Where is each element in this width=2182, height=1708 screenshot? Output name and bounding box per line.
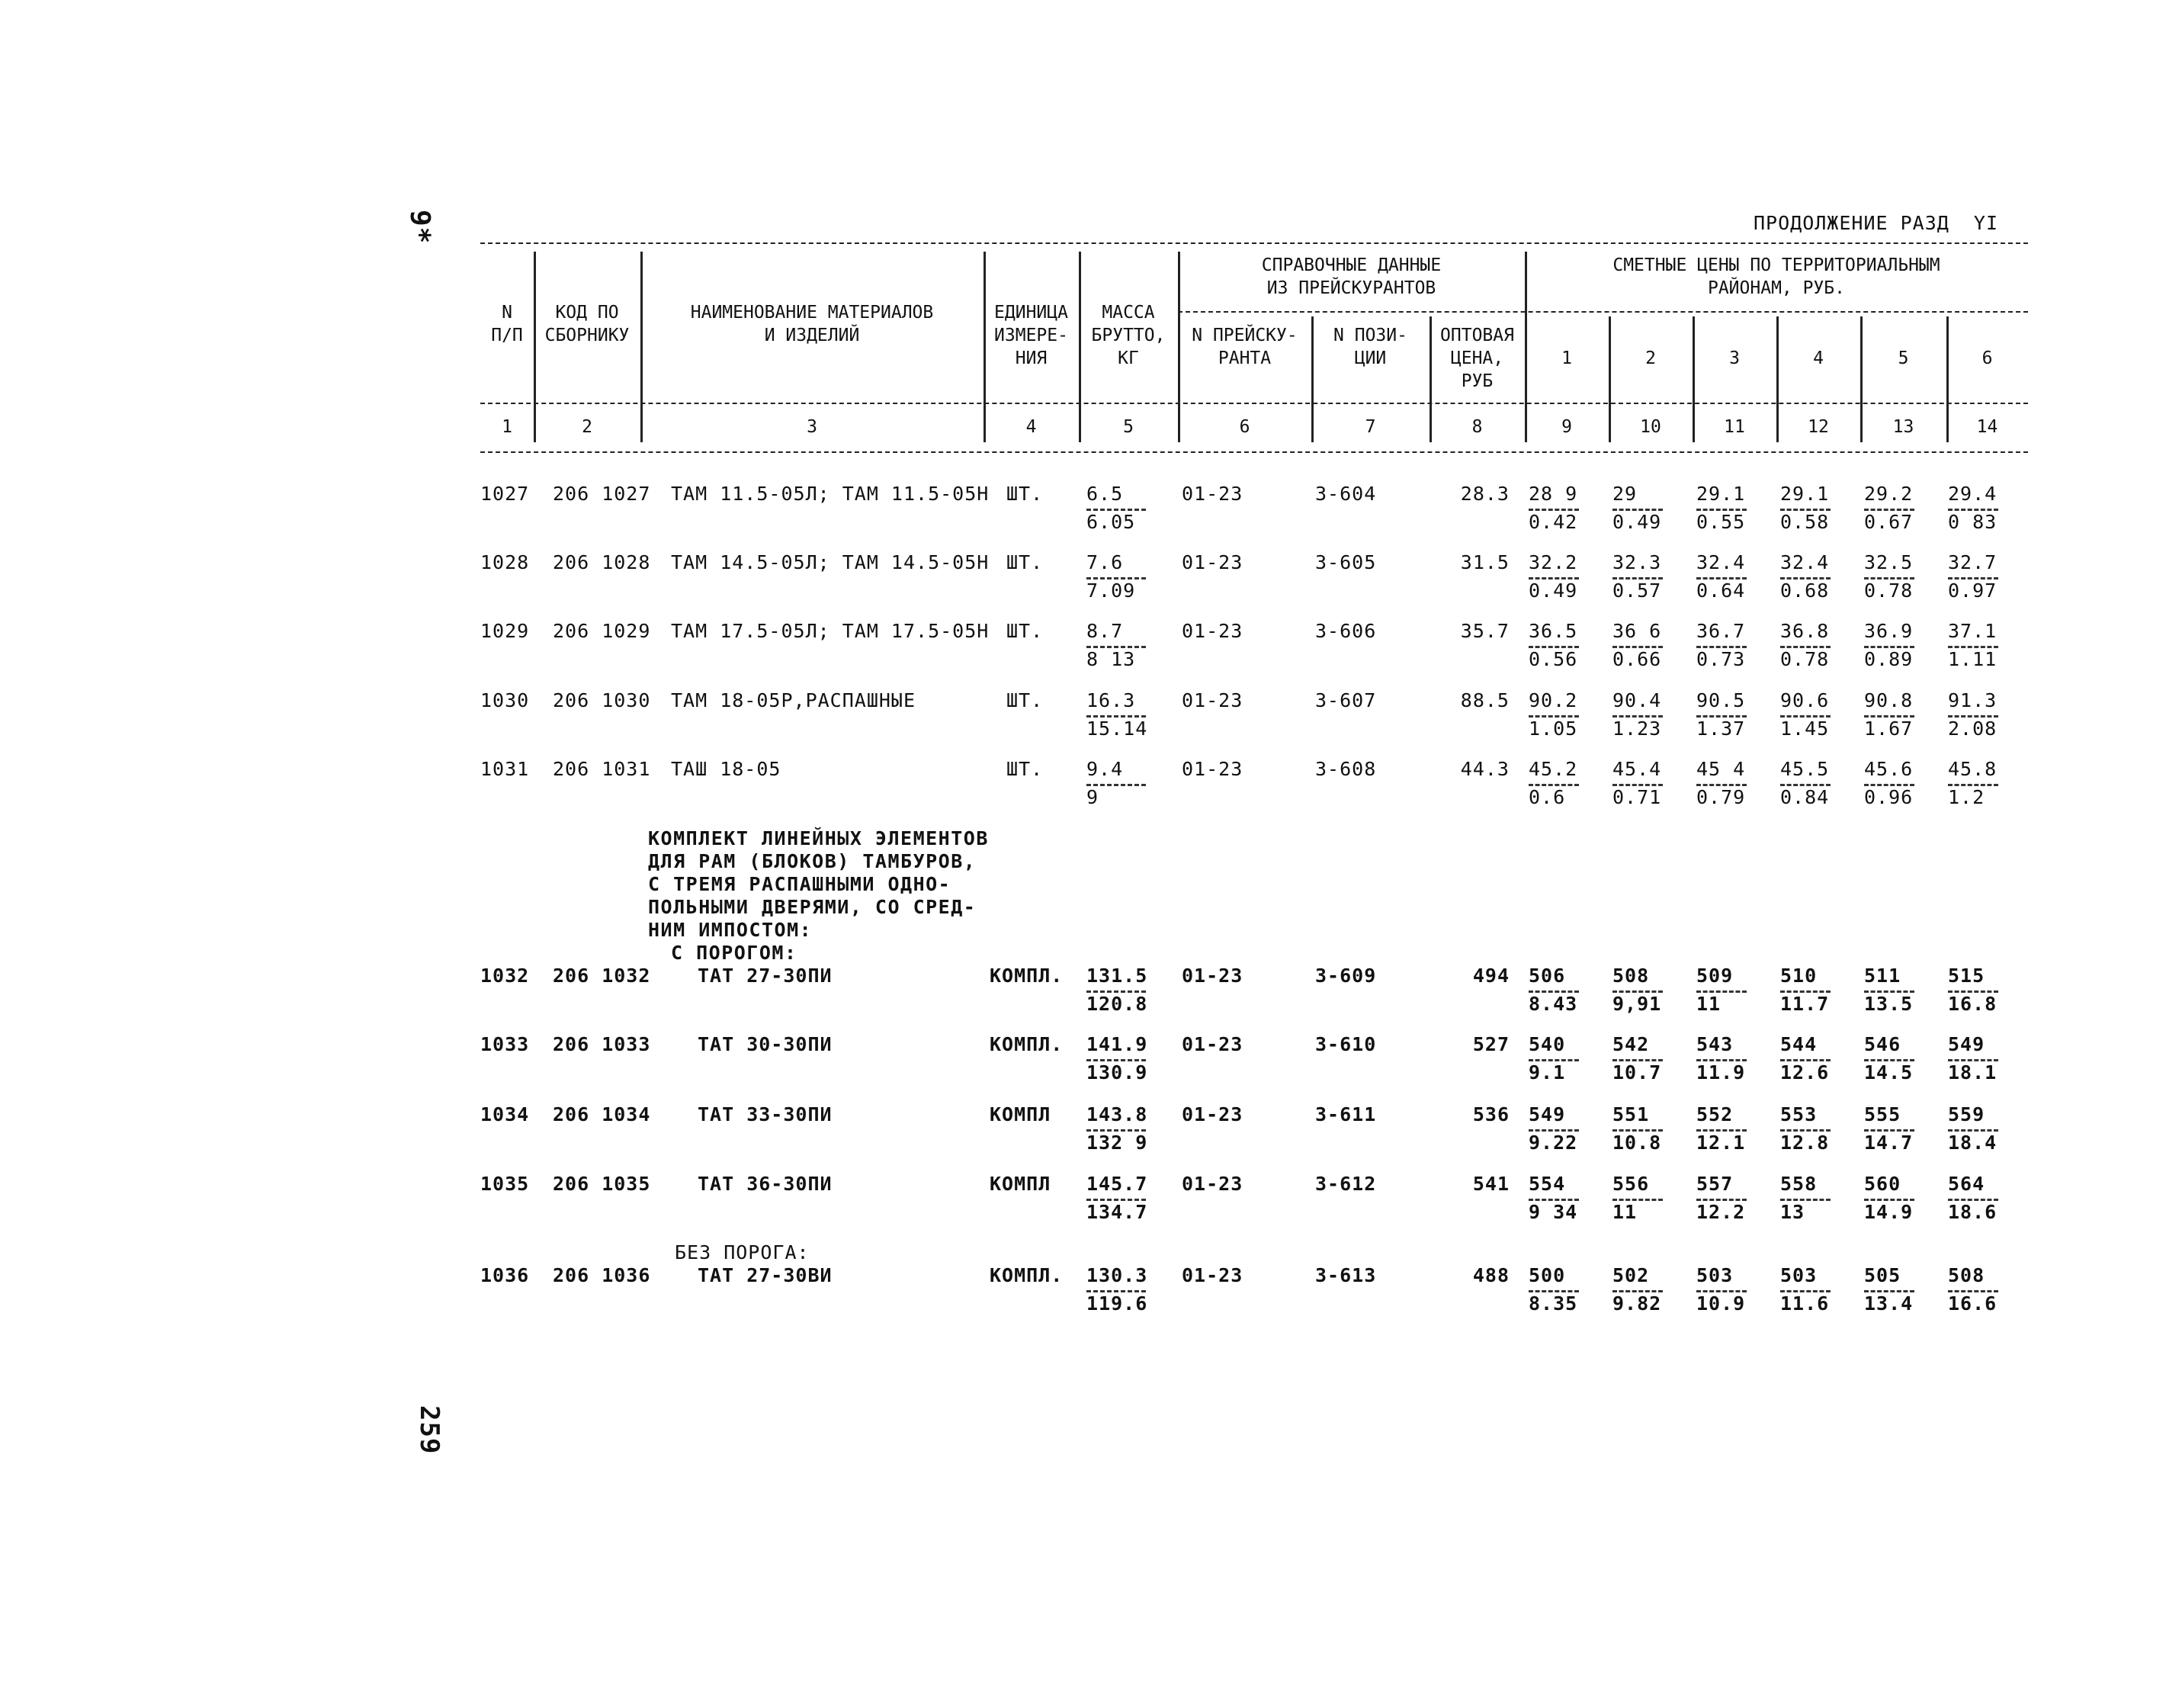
column-number: 14 xyxy=(1976,417,1998,437)
column-number: 2 xyxy=(582,417,592,437)
row-mass: 130.3 xyxy=(1086,1264,1148,1286)
row-region-price: 503 xyxy=(1696,1264,1734,1286)
ref-group-rule xyxy=(1178,311,2028,313)
row-region-price: 32.4 xyxy=(1696,551,1746,573)
row-region-transport: 0 83 xyxy=(1948,511,1997,533)
row-region-transport: 16.6 xyxy=(1948,1292,1997,1315)
row-region-price: 549 xyxy=(1948,1033,1985,1055)
row-mass-transport: 130.9 xyxy=(1086,1061,1148,1084)
row-mass: 143.8 xyxy=(1086,1103,1148,1125)
row-region-transport: 8.43 xyxy=(1529,993,1578,1015)
row-region-price: 508 xyxy=(1948,1264,1985,1286)
col-unit-header: ЕДИНИЦА ИЗМЕРЕ- НИЯ xyxy=(994,303,1068,368)
row-region-price: 36.9 xyxy=(1864,620,1914,642)
column-number: 6 xyxy=(1239,417,1250,437)
row-name: ТАТ 36-30ПИ xyxy=(698,1173,833,1195)
row-region-price: 45.5 xyxy=(1780,758,1830,780)
header-column-separator xyxy=(534,252,536,442)
row-wholesale-price: 527 xyxy=(1472,1033,1510,1055)
col-mass-header: МАССА БРУТТО, КГ xyxy=(1091,303,1166,368)
group-heading-line: НИМ ИМПОСТОМ: xyxy=(648,919,813,941)
row-region-transport: 18.6 xyxy=(1948,1201,1997,1223)
region-header: 1 xyxy=(1561,348,1572,368)
row-region-price: 509 xyxy=(1696,965,1734,987)
row-wholesale-price: 541 xyxy=(1472,1173,1510,1195)
row-name: ТАТ 33-30ПИ xyxy=(698,1103,833,1125)
row-position: 3-609 xyxy=(1315,965,1377,987)
row-name: ТАМ 11.5-05Л; ТАМ 11.5-05Н xyxy=(671,483,990,505)
row-unit: КОМПЛ xyxy=(990,1103,1051,1125)
row-name: ТАШ 18-05 xyxy=(671,758,781,780)
row-region-price: 506 xyxy=(1529,965,1566,987)
row-region-price: 36 6 xyxy=(1612,620,1662,642)
group-heading-line: ДЛЯ РАМ (БЛОКОВ) ТАМБУРОВ, xyxy=(648,850,977,872)
row-region-transport: 0.56 xyxy=(1529,648,1578,670)
est-group-header: СМЕТНЫЕ ЦЕНЫ ПО ТЕРРИТОРИАЛЬНЫМ РАЙОНАМ, РУБ. xyxy=(1612,255,1940,298)
col-name-header: НАИМЕНОВАНИЕ МАТЕРИАЛОВ И ИЗДЕЛИЙ xyxy=(690,303,934,345)
row-region-transport: 0.96 xyxy=(1864,786,1914,808)
column-number: 8 xyxy=(1471,417,1483,437)
row-number: 1032 xyxy=(480,965,530,987)
row-region-price: 29.1 xyxy=(1696,483,1746,505)
row-position: 3-605 xyxy=(1315,551,1377,573)
col-n-header: N П/П xyxy=(491,303,523,345)
row-wholesale-price: 494 xyxy=(1472,965,1510,987)
row-unit: КОМПЛ. xyxy=(990,1264,1064,1286)
row-region-transport: 1.37 xyxy=(1696,718,1746,740)
row-region-price: 32.7 xyxy=(1948,551,1997,573)
row-mass: 141.9 xyxy=(1086,1033,1148,1055)
row-mass-transport: 15.14 xyxy=(1086,718,1148,740)
row-region-transport: 2.08 xyxy=(1948,718,1997,740)
row-region-transport: 0.79 xyxy=(1696,786,1746,808)
row-pricelist: 01-23 xyxy=(1182,689,1243,711)
column-number: 11 xyxy=(1724,417,1745,437)
row-region-price: 510 xyxy=(1780,965,1818,987)
column-number: 7 xyxy=(1365,417,1376,437)
row-region-price: 90.6 xyxy=(1780,689,1830,711)
row-code: 206 1032 xyxy=(553,965,651,987)
page-number: 259 xyxy=(414,1405,444,1455)
row-region-transport: 12.6 xyxy=(1780,1061,1830,1084)
row-region-price: 32.4 xyxy=(1780,551,1830,573)
row-region-transport: 11.6 xyxy=(1780,1292,1830,1315)
ref-group-header: СПРАВОЧНЫЕ ДАННЫЕ ИЗ ПРЕЙСКУРАНТОВ xyxy=(1261,255,1442,298)
row-region-price: 546 xyxy=(1864,1033,1901,1055)
row-region-transport: 8.35 xyxy=(1529,1292,1578,1315)
row-region-price: 45.2 xyxy=(1529,758,1578,780)
row-region-transport: 0.78 xyxy=(1780,648,1830,670)
row-region-price: 45.4 xyxy=(1612,758,1662,780)
column-number: 12 xyxy=(1808,417,1829,437)
row-unit: КОМПЛ xyxy=(990,1173,1051,1195)
row-region-transport: 18.1 xyxy=(1948,1061,1997,1084)
row-number: 1028 xyxy=(480,551,530,573)
corner-mark: 9* xyxy=(404,210,435,245)
row-wholesale-price: 35.7 xyxy=(1460,620,1510,642)
row-region-price: 553 xyxy=(1780,1103,1818,1125)
row-pricelist: 01-23 xyxy=(1182,1173,1243,1195)
row-region-price: 503 xyxy=(1780,1264,1818,1286)
row-region-transport: 10.9 xyxy=(1696,1292,1746,1315)
column-number: 13 xyxy=(1892,417,1914,437)
row-pricelist: 01-23 xyxy=(1182,758,1243,780)
row-region-price: 515 xyxy=(1948,965,1985,987)
row-region-price: 32.2 xyxy=(1529,551,1578,573)
subgroup-heading: БЕЗ ПОРОГА: xyxy=(675,1241,810,1263)
row-region-transport: 11 xyxy=(1612,1201,1638,1223)
row-region-transport: 0.49 xyxy=(1612,511,1662,533)
row-unit: ШТ. xyxy=(1006,551,1044,573)
row-region-price: 508 xyxy=(1612,965,1650,987)
row-region-transport: 12.1 xyxy=(1696,1132,1746,1154)
row-region-price: 29.4 xyxy=(1948,483,1997,505)
group-heading-line: С ПОРОГОМ: xyxy=(671,942,797,964)
row-region-transport: 1.67 xyxy=(1864,718,1914,740)
row-mass: 16.3 xyxy=(1086,689,1136,711)
row-region-transport: 1.23 xyxy=(1612,718,1662,740)
row-region-transport: 1.05 xyxy=(1529,718,1578,740)
continuation-heading: ПРОДОЛЖЕНИЕ РАЗД YI xyxy=(1754,212,1999,234)
row-name: ТАМ 18-05Р,РАСПАШНЫЕ xyxy=(671,689,916,711)
row-region-price: 90.5 xyxy=(1696,689,1746,711)
row-region-price: 542 xyxy=(1612,1033,1650,1055)
row-region-price: 29.2 xyxy=(1864,483,1914,505)
row-code: 206 1029 xyxy=(553,620,651,642)
header-column-separator xyxy=(640,252,643,442)
col-pricelist-header: N ПРЕЙСКУ- РАНТА xyxy=(1192,326,1298,368)
row-position: 3-611 xyxy=(1315,1103,1377,1125)
row-number: 1035 xyxy=(480,1173,530,1195)
row-region-transport: 9.22 xyxy=(1529,1132,1578,1154)
row-region-transport: 14.7 xyxy=(1864,1132,1914,1154)
row-mass-transport: 6.05 xyxy=(1086,511,1136,533)
row-region-transport: 1.11 xyxy=(1948,648,1997,670)
row-region-transport: 9 34 xyxy=(1529,1201,1578,1223)
row-region-transport: 14.5 xyxy=(1864,1061,1914,1084)
col-position-header: N ПОЗИ- ЦИИ xyxy=(1333,326,1407,368)
row-region-price: 45.6 xyxy=(1864,758,1914,780)
row-number: 1030 xyxy=(480,689,530,711)
row-region-price: 500 xyxy=(1529,1264,1566,1286)
row-name: ТАМ 14.5-05Л; ТАМ 14.5-05Н xyxy=(671,551,990,573)
row-code: 206 1031 xyxy=(553,758,651,780)
column-number: 4 xyxy=(1025,417,1037,437)
row-region-price: 32.5 xyxy=(1864,551,1914,573)
row-region-transport: 0.66 xyxy=(1612,648,1662,670)
row-region-price: 29.1 xyxy=(1780,483,1830,505)
row-mass: 7.6 xyxy=(1086,551,1124,573)
row-name: ТАТ 30-30ПИ xyxy=(698,1033,833,1055)
row-mass-transport: 120.8 xyxy=(1086,993,1148,1015)
row-region-price: 32.3 xyxy=(1612,551,1662,573)
row-pricelist: 01-23 xyxy=(1182,620,1243,642)
row-position: 3-610 xyxy=(1315,1033,1377,1055)
row-region-transport: 1.2 xyxy=(1948,786,1985,808)
row-name: ТАТ 27-30ПИ xyxy=(698,965,833,987)
row-region-price: 564 xyxy=(1948,1173,1985,1195)
region-header: 4 xyxy=(1813,348,1824,368)
row-region-transport: 0.57 xyxy=(1612,580,1662,602)
row-unit: ШТ. xyxy=(1006,689,1044,711)
row-code: 206 1028 xyxy=(553,551,651,573)
row-position: 3-608 xyxy=(1315,758,1377,780)
row-code: 206 1035 xyxy=(553,1173,651,1195)
row-region-price: 552 xyxy=(1696,1103,1734,1125)
row-region-transport: 0.6 xyxy=(1529,786,1566,808)
row-region-transport: 0.71 xyxy=(1612,786,1662,808)
row-wholesale-price: 28.3 xyxy=(1460,483,1510,505)
row-mass: 131.5 xyxy=(1086,965,1148,987)
row-region-transport: 0.68 xyxy=(1780,580,1830,602)
row-mass: 8.7 xyxy=(1086,620,1124,642)
column-number: 1 xyxy=(502,417,512,437)
row-region-price: 45.8 xyxy=(1948,758,1997,780)
row-region-transport: 16.8 xyxy=(1948,993,1997,1015)
row-wholesale-price: 44.3 xyxy=(1460,758,1510,780)
row-code: 206 1036 xyxy=(553,1264,651,1286)
region-header: 6 xyxy=(1981,348,1993,368)
row-wholesale-price: 88.5 xyxy=(1460,689,1510,711)
row-region-transport: 13.5 xyxy=(1864,993,1914,1015)
row-pricelist: 01-23 xyxy=(1182,965,1243,987)
col-code-header: КОД ПО СБОРНИКУ xyxy=(544,303,630,345)
row-name: ТАТ 27-30ВИ xyxy=(698,1264,833,1286)
row-region-transport: 0.89 xyxy=(1864,648,1914,670)
row-region-price: 36.5 xyxy=(1529,620,1578,642)
group-heading-line: КОМПЛЕКТ ЛИНЕЙНЫХ ЭЛЕМЕНТОВ xyxy=(648,827,989,849)
col-wholesale-header: ОПТОВАЯ ЦЕНА, РУБ xyxy=(1440,326,1514,391)
region-header: 2 xyxy=(1645,348,1656,368)
region-header: 5 xyxy=(1898,348,1909,368)
header-bottom-rule xyxy=(480,451,2028,453)
row-region-transport: 0.42 xyxy=(1529,511,1578,533)
row-region-transport: 0.55 xyxy=(1696,511,1746,533)
row-region-transport: 0.78 xyxy=(1864,580,1914,602)
row-region-price: 36.7 xyxy=(1696,620,1746,642)
row-region-transport: 18.4 xyxy=(1948,1132,1997,1154)
row-region-transport: 0.58 xyxy=(1780,511,1830,533)
row-unit: КОМПЛ. xyxy=(990,1033,1064,1055)
row-region-price: 45 4 xyxy=(1696,758,1746,780)
row-region-price: 505 xyxy=(1864,1264,1901,1286)
row-pricelist: 01-23 xyxy=(1182,483,1243,505)
row-region-price: 91.3 xyxy=(1948,689,1997,711)
row-wholesale-price: 488 xyxy=(1472,1264,1510,1286)
row-region-price: 29 xyxy=(1612,483,1638,505)
row-region-price: 36.8 xyxy=(1780,620,1830,642)
row-region-transport: 9,91 xyxy=(1612,993,1662,1015)
row-region-price: 544 xyxy=(1780,1033,1818,1055)
row-region-price: 28 9 xyxy=(1529,483,1578,505)
row-number: 1027 xyxy=(480,483,530,505)
row-wholesale-price: 31.5 xyxy=(1460,551,1510,573)
column-number: 5 xyxy=(1123,417,1134,437)
row-mass-transport: 9 xyxy=(1086,786,1099,808)
row-code: 206 1030 xyxy=(553,689,651,711)
row-position: 3-607 xyxy=(1315,689,1377,711)
row-mass: 6.5 xyxy=(1086,483,1124,505)
row-region-price: 511 xyxy=(1864,965,1901,987)
region-header: 3 xyxy=(1729,348,1740,368)
row-mass: 145.7 xyxy=(1086,1173,1148,1195)
row-mass: 9.4 xyxy=(1086,758,1124,780)
row-position: 3-606 xyxy=(1315,620,1377,642)
header-top-rule xyxy=(480,242,2028,244)
row-unit: ШТ. xyxy=(1006,620,1044,642)
row-mass-transport: 119.6 xyxy=(1086,1292,1148,1315)
header-mid-rule xyxy=(480,403,2028,404)
row-region-transport: 12.8 xyxy=(1780,1132,1830,1154)
row-unit: КОМПЛ. xyxy=(990,965,1064,987)
row-region-price: 37.1 xyxy=(1948,620,1997,642)
row-number: 1029 xyxy=(480,620,530,642)
row-code: 206 1033 xyxy=(553,1033,651,1055)
row-region-transport: 11.7 xyxy=(1780,993,1830,1015)
row-region-price: 543 xyxy=(1696,1033,1734,1055)
row-region-transport: 14.9 xyxy=(1864,1201,1914,1223)
row-region-transport: 1.45 xyxy=(1780,718,1830,740)
row-code: 206 1034 xyxy=(553,1103,651,1125)
group-heading-line: С ТРЕМЯ РАСПАШНЫМИ ОДНО- xyxy=(648,873,951,895)
row-region-price: 549 xyxy=(1529,1103,1566,1125)
column-number: 9 xyxy=(1561,417,1572,437)
row-wholesale-price: 536 xyxy=(1472,1103,1510,1125)
row-name: ТАМ 17.5-05Л; ТАМ 17.5-05Н xyxy=(671,620,990,642)
row-region-price: 502 xyxy=(1612,1264,1650,1286)
row-pricelist: 01-23 xyxy=(1182,1264,1243,1286)
row-region-transport: 0.67 xyxy=(1864,511,1914,533)
row-region-transport: 11.9 xyxy=(1696,1061,1746,1084)
row-region-transport: 13.4 xyxy=(1864,1292,1914,1315)
row-region-price: 558 xyxy=(1780,1173,1818,1195)
row-region-transport: 9.82 xyxy=(1612,1292,1662,1315)
row-mass-transport: 132 9 xyxy=(1086,1132,1148,1154)
row-region-price: 540 xyxy=(1529,1033,1566,1055)
row-region-transport: 0.64 xyxy=(1696,580,1746,602)
row-region-transport: 11 xyxy=(1696,993,1722,1015)
row-position: 3-613 xyxy=(1315,1264,1377,1286)
row-region-transport: 10.7 xyxy=(1612,1061,1662,1084)
row-region-price: 554 xyxy=(1529,1173,1566,1195)
row-region-price: 90.2 xyxy=(1529,689,1578,711)
row-number: 1033 xyxy=(480,1033,530,1055)
row-unit: ШТ. xyxy=(1006,483,1044,505)
row-unit: ШТ. xyxy=(1006,758,1044,780)
column-number: 10 xyxy=(1640,417,1661,437)
row-position: 3-612 xyxy=(1315,1173,1377,1195)
row-region-price: 557 xyxy=(1696,1173,1734,1195)
row-region-transport: 0.84 xyxy=(1780,786,1830,808)
row-region-transport: 12.2 xyxy=(1696,1201,1746,1223)
row-code: 206 1027 xyxy=(553,483,651,505)
row-region-price: 90.8 xyxy=(1864,689,1914,711)
row-pricelist: 01-23 xyxy=(1182,1033,1243,1055)
row-region-price: 559 xyxy=(1948,1103,1985,1125)
row-region-transport: 0.97 xyxy=(1948,580,1997,602)
row-number: 1034 xyxy=(480,1103,530,1125)
row-pricelist: 01-23 xyxy=(1182,1103,1243,1125)
group-heading-line: ПОЛЬНЫМИ ДВЕРЯМИ, СО СРЕД- xyxy=(648,896,977,918)
row-region-price: 556 xyxy=(1612,1173,1650,1195)
row-region-price: 90.4 xyxy=(1612,689,1662,711)
row-region-transport: 10.8 xyxy=(1612,1132,1662,1154)
row-region-price: 560 xyxy=(1864,1173,1901,1195)
row-region-price: 551 xyxy=(1612,1103,1650,1125)
row-pricelist: 01-23 xyxy=(1182,551,1243,573)
column-number: 3 xyxy=(807,417,817,437)
row-position: 3-604 xyxy=(1315,483,1377,505)
row-mass-transport: 134.7 xyxy=(1086,1201,1148,1223)
row-number: 1031 xyxy=(480,758,530,780)
row-mass-transport: 7.09 xyxy=(1086,580,1136,602)
row-region-transport: 0.73 xyxy=(1696,648,1746,670)
row-region-transport: 0.49 xyxy=(1529,580,1578,602)
row-region-transport: 9.1 xyxy=(1529,1061,1566,1084)
row-region-price: 555 xyxy=(1864,1103,1901,1125)
row-region-transport: 13 xyxy=(1780,1201,1805,1223)
row-mass-transport: 8 13 xyxy=(1086,648,1136,670)
row-number: 1036 xyxy=(480,1264,530,1286)
